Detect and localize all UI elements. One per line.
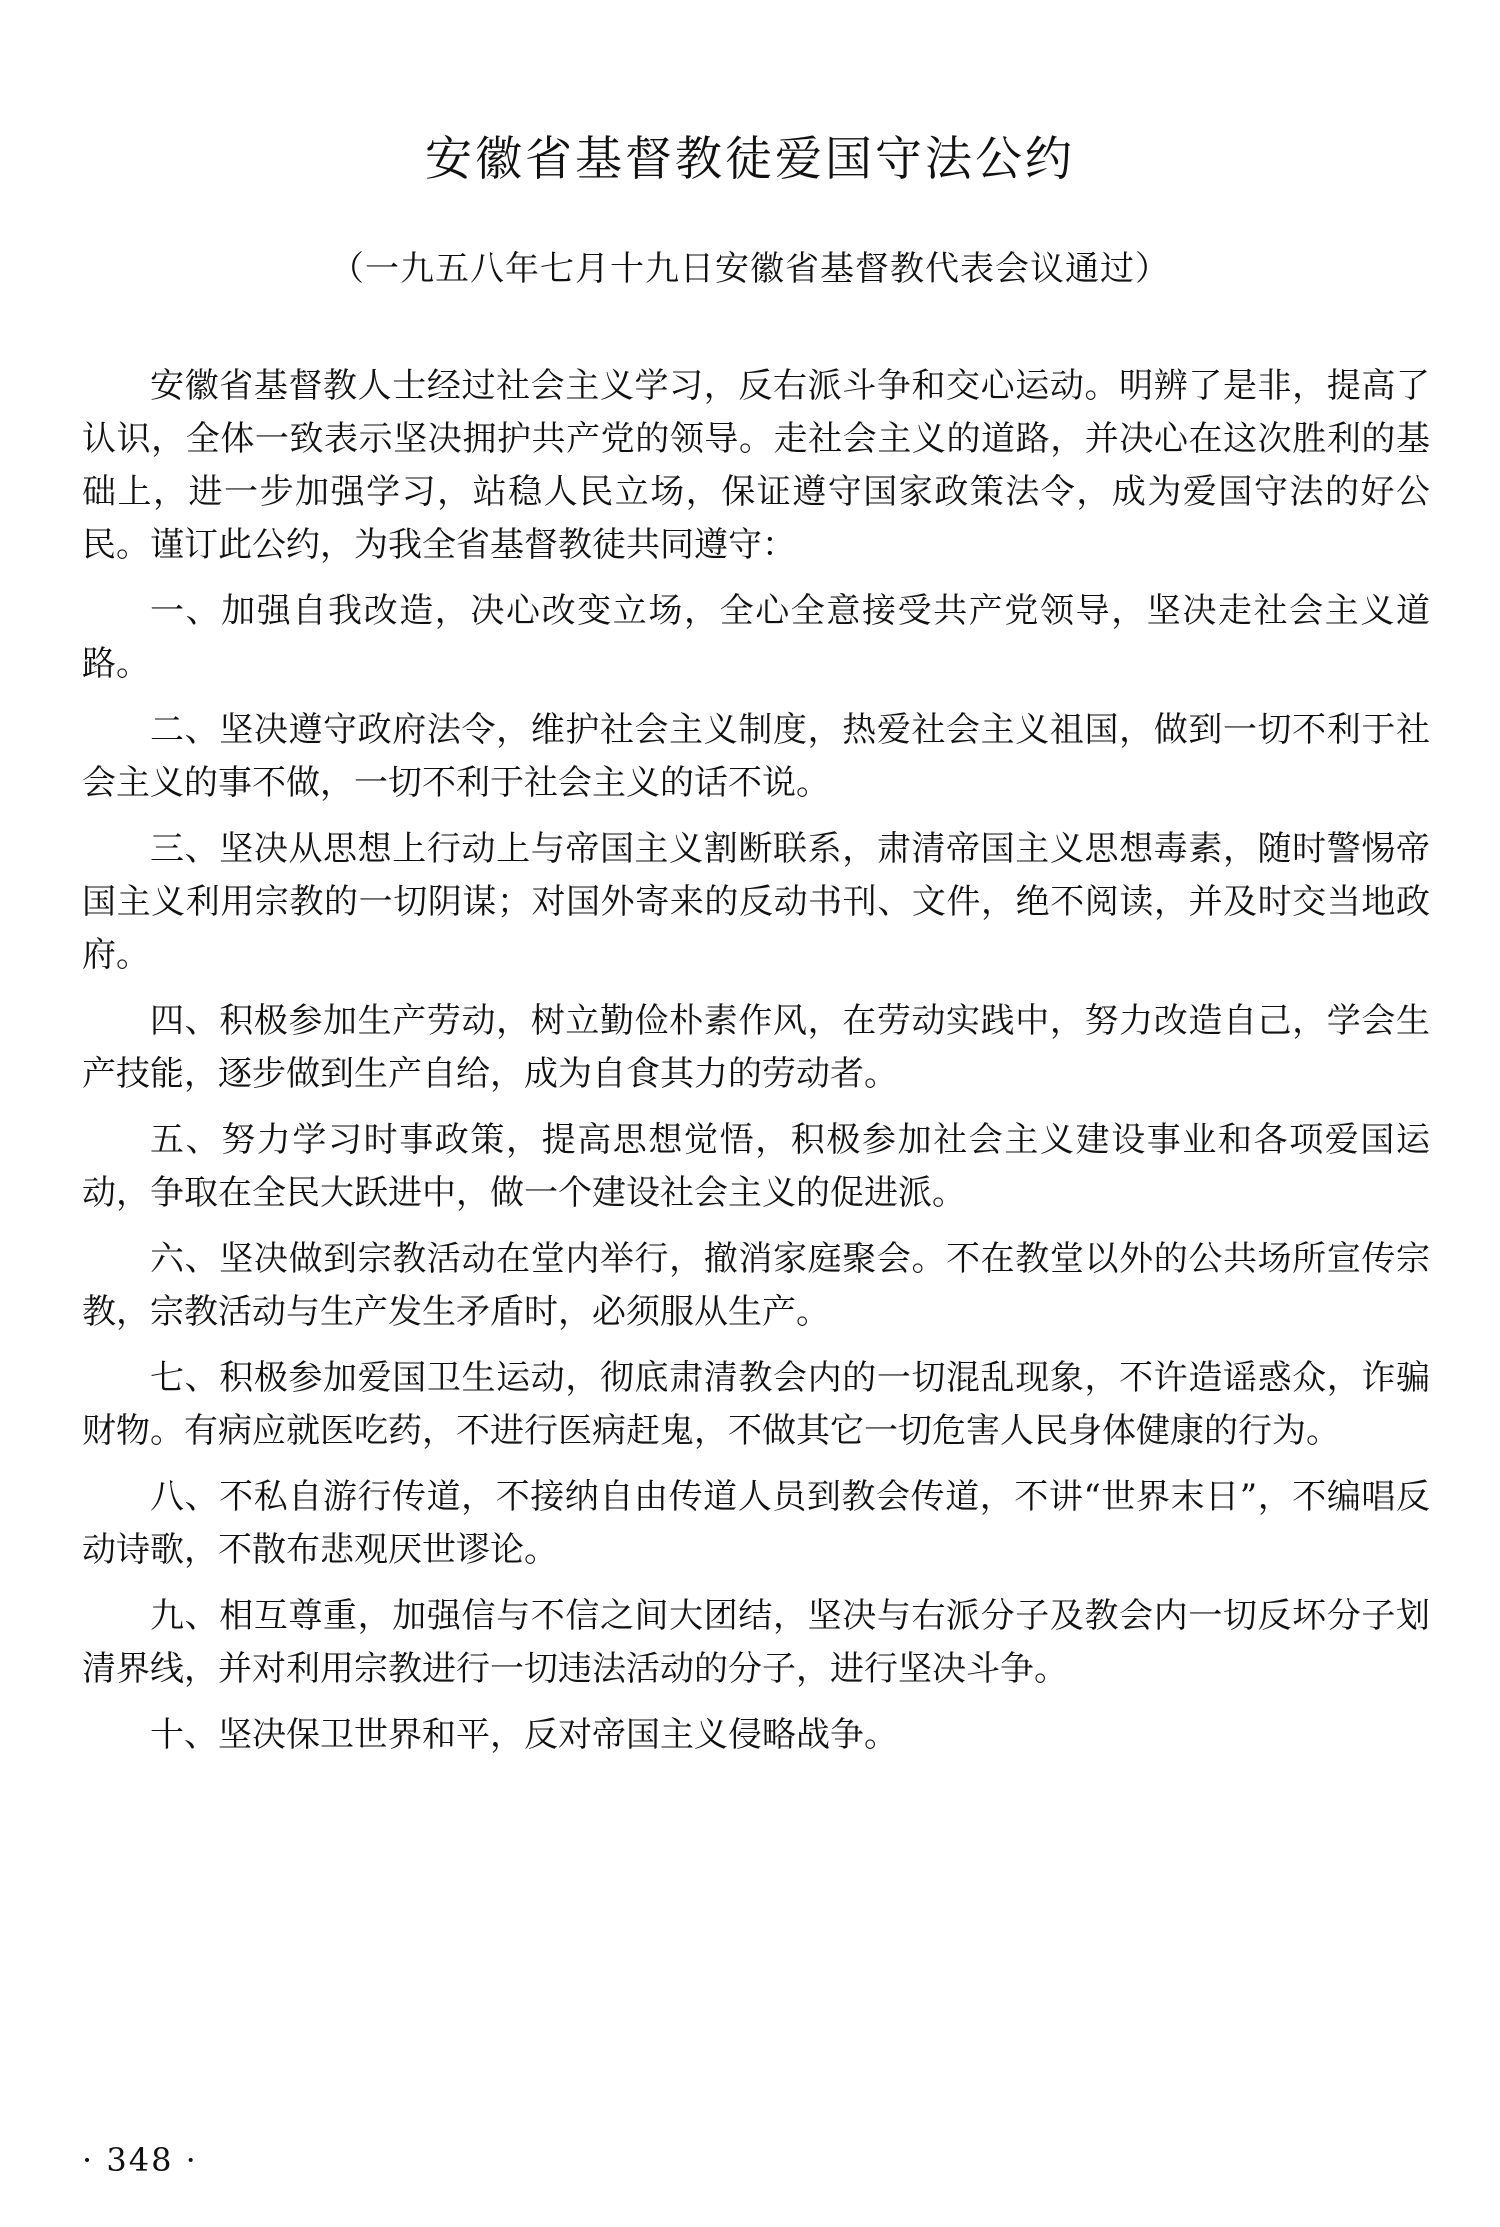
- document-body: [82, 360, 1430, 1775]
- article-8: 八、不私自游行传道，不接纳自由传道人员到教会传道，不讲“世界末日”，不编唱反动诗歌，不散布悲观厌世谬论。: [82, 1477, 1430, 1570]
- article-7: 七、积极参加爱国卫生运动，彻底肃清教会内的一切混乱现象，不许造谣惑众，诈骗财物。有病应就医吃药，不进行医病赶鬼，不做其它一切危害人民身体健康的行为。: [82, 1358, 1430, 1451]
- article-6: 六、坚决做到宗教活动在堂内举行，撤消家庭聚会。不在教堂以外的公共场所宣传宗教，宗教活动与生产发生矛盾时，必须服从生产。: [82, 1239, 1430, 1332]
- intro-paragraph: 安徽省基督教人士经过社会主义学习，反右派斗争和交心运动。明辨了是非，提高了认识，全体一致表示坚决拥护共产党的领导。走社会主义的道路，并决心在这次胜利的基础上，进一步加强学习，站稳人民立场，保证遵守国家政策法令，成为爱国守法的好公民。谨订此公约，为我全省基督教徒共同遵守：: [82, 366, 1430, 565]
- page-number: · 348 ·: [82, 2141, 198, 2179]
- article-9: 九、相互尊重，加强信与不信之间大团结，坚决与右派分子及教会内一切反坏分子划清界线，并对利用宗教进行一切违法活动的分子，进行坚决斗争。: [82, 1596, 1430, 1689]
- article-3: 三、坚决从思想上行动上与帝国主义割断联系，肃清帝国主义思想毒素，随时警惕帝国主义利用宗教的一切阴谋；对国外寄来的反动书刊、文件，绝不阅读，并及时交当地政府。: [82, 829, 1430, 975]
- document-title: 安徽省基督教徒爱国守法公约: [425, 132, 1075, 187]
- article-1: 一、加强自我改造，决心改变立场，全心全意接受共产党领导，坚决走社会主义道路。: [82, 591, 1430, 684]
- article-5: 五、努力学习时事政策，提高思想觉悟，积极参加社会主义建设事业和各项爱国运动，争取在全民大跃进中，做一个建设社会主义的促进派。: [82, 1120, 1430, 1213]
- document-subtitle: （一九五八年七月十九日安徽省基督教代表会议通过）: [330, 249, 1170, 289]
- article-4: 四、积极参加生产劳动，树立勤俭朴素作风，在劳动实践中，努力改造自己，学会生产技能，逐步做到生产自给，成为自食其力的劳动者。: [82, 1001, 1430, 1094]
- article-2: 二、坚决遵守政府法令，维护社会主义制度，热爱社会主义祖国，做到一切不利于社会主义的事不做，一切不利于社会主义的话不说。: [82, 710, 1430, 803]
- article-10: 十、坚决保卫世界和平，反对帝国主义侵略战争。: [150, 1715, 898, 1755]
